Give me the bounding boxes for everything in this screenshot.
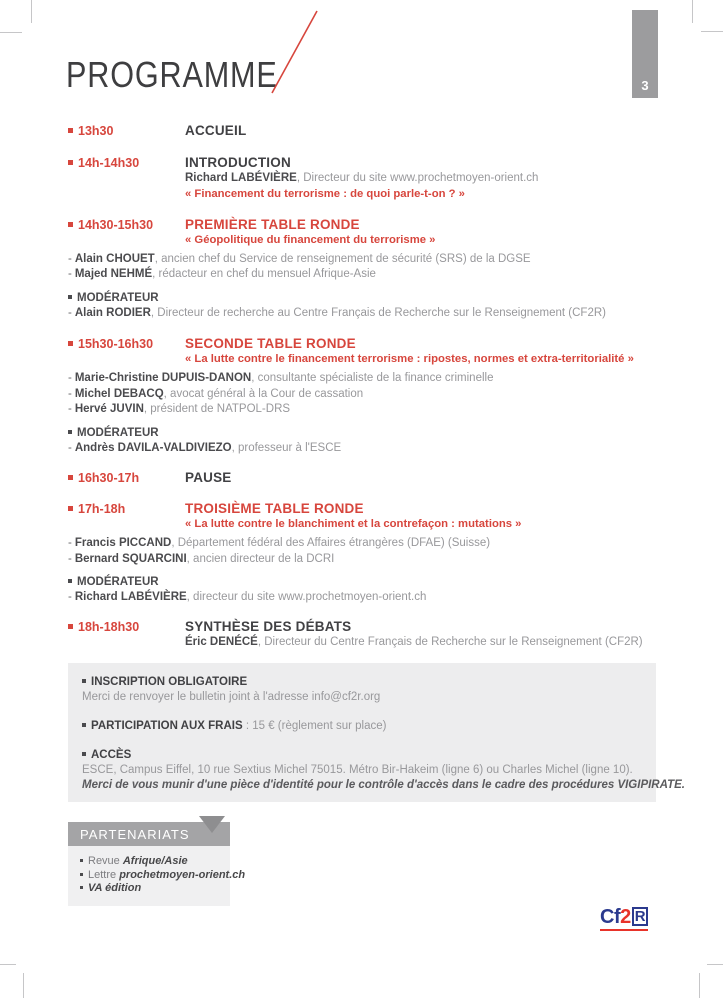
session-time: 13h30 <box>68 123 185 139</box>
speaker-line: - Hervé JUVIN, président de NATPOL-DRS <box>68 403 291 415</box>
bullet-icon <box>68 579 72 583</box>
session-accueil <box>68 123 656 139</box>
session-title: INTRODUCTION <box>185 155 291 170</box>
session-seconde-table-ronde <box>68 336 656 456</box>
bullet-icon <box>68 222 73 227</box>
session-title: PREMIÈRE TABLE RONDE <box>185 216 360 232</box>
crop-mark <box>0 32 22 33</box>
session-time: 17h-18h <box>68 501 185 532</box>
session-time: 14h-14h30 <box>68 155 185 202</box>
bullet-icon <box>82 679 86 683</box>
session-synthese <box>68 619 656 651</box>
schedule <box>68 123 685 906</box>
session-title: TROISIÈME TABLE RONDE <box>185 501 364 516</box>
bullet-icon <box>80 873 83 876</box>
bullet-icon <box>68 624 73 629</box>
speaker-line: - Marie-Christine DUPUIS-DANON, consultante spécialiste de la finance criminelle <box>68 372 494 384</box>
page-title: PROGRAMME <box>66 54 278 95</box>
speaker-line: - Majed NEHMÉ, rédacteur en chef du mensuel Afrique-Asie <box>68 268 376 280</box>
partners-banner <box>68 822 230 846</box>
frais-section <box>82 719 642 734</box>
moderator-line: - Alain RODIER, Directeur de recherche au Centre Français de Recherche sur le Renseignement (CF2R) <box>68 306 606 319</box>
session-time: 18h-18h30 <box>68 619 185 651</box>
session-pause <box>68 470 656 486</box>
acces-section <box>82 748 685 793</box>
session-premiere-table-ronde <box>68 217 656 322</box>
partners-list <box>68 846 246 906</box>
bullet-icon <box>68 506 73 511</box>
crop-mark <box>23 973 24 998</box>
crop-mark <box>0 964 16 965</box>
inscription-label: INSCRIPTION OBLIGATOIRE <box>82 675 642 690</box>
partner-item: Lettre prochetmoyen-orient.ch <box>80 869 230 883</box>
session-time: 16h30-17h <box>68 470 185 486</box>
frais-text: : 15 € (règlement sur place) <box>242 720 387 732</box>
bullet-icon <box>68 430 72 434</box>
session-time: 15h30-16h30 <box>68 336 185 367</box>
moderator-line: - Richard LABÉVIÈRE, directeur du site www.prochetmoyen-orient.ch <box>68 591 427 603</box>
speaker-line: - Francis PICCAND, Département fédéral des Affaires étrangères (DFAE) (Suisse) <box>68 537 491 549</box>
bullet-icon <box>68 160 73 165</box>
red-slash-icon <box>263 7 325 99</box>
moderator-label: MODÉRATEUR <box>68 575 656 590</box>
session-subtitle: « Géopolitique du financement du terrorisme » <box>185 233 436 246</box>
partner-item: VA édition <box>80 882 230 896</box>
inscription-section <box>82 675 642 705</box>
cf2r-logo: Cf2 R <box>600 906 648 931</box>
moderator-label: MODÉRATEUR <box>68 291 656 306</box>
bullet-icon <box>82 752 86 756</box>
session-troisieme-table-ronde <box>68 501 656 606</box>
ribbon-fold-icon <box>199 816 225 833</box>
speaker-line: Éric DENÉCÉ, Directeur du Centre Français de Recherche sur le Renseignement (CF2R) <box>185 635 643 648</box>
crop-mark <box>707 964 723 965</box>
speaker-line: - Alain CHOUET, ancien chef du Service de renseignement de sécurité (SRS) de la DGSE <box>68 252 531 265</box>
speaker-line: Richard LABÉVIÈRE, Directeur du site www.prochetmoyen-orient.ch <box>185 172 539 184</box>
bullet-icon <box>80 886 83 889</box>
session-title: PAUSE <box>185 470 232 485</box>
session-subtitle: « Financement du terrorisme : de quoi parle-t-on ? » <box>185 187 465 200</box>
frais-label: PARTICIPATION AUX FRAIS : 15 € (règlement sur place) <box>82 719 642 734</box>
vigipirate-note: Merci de vous munir d'une pièce d'identité pour le contrôle d'accès dans le cadre des procédures VIGIPIRATE. <box>82 779 685 791</box>
speaker-line: - Michel DEBACQ, avocat général à la Cour de cassation <box>68 387 364 400</box>
bullet-icon <box>68 475 73 480</box>
acces-label: ACCÈS <box>82 748 642 763</box>
session-title: SYNTHÈSE DES DÉBATS <box>185 618 352 634</box>
session-time: 14h30-15h30 <box>68 217 185 248</box>
bullet-icon <box>82 723 86 727</box>
session-title: SECONDE TABLE RONDE <box>185 336 356 351</box>
moderator-line: - Andrès DAVILA-VALDIVIEZO, professeur à l'ESCE <box>68 441 342 454</box>
session-introduction <box>68 155 656 202</box>
crop-mark <box>701 31 723 32</box>
crop-mark <box>692 0 693 23</box>
moderator-label: MODÉRATEUR <box>68 426 656 441</box>
bullet-icon <box>68 341 73 346</box>
bullet-icon <box>68 128 73 133</box>
logo-underline <box>600 929 648 931</box>
crop-mark <box>699 973 700 998</box>
page-number: 3 <box>641 78 649 93</box>
page-number-badge <box>632 10 658 98</box>
inscription-text: Merci de renvoyer le bulletin joint à l'adresse info@cf2r.org <box>82 691 381 703</box>
speaker-line: - Bernard SQUARCINI, ancien directeur de la DCRI <box>68 552 335 565</box>
session-subtitle: « La lutte contre le financement terrorisme : ripostes, normes et extra-territorialité » <box>185 353 634 365</box>
crop-mark <box>31 0 32 23</box>
practical-info-box <box>68 663 685 802</box>
session-subtitle: « La lutte contre le blanchiment et la contrefaçon : mutations » <box>185 518 522 530</box>
bullet-icon <box>68 295 72 299</box>
acces-text: ESCE, Campus Eiffel, 10 rue Sextius Michel 75015. Métro Bir-Hakeim (ligne 6) ou Charles Michel (ligne 10). <box>82 764 633 776</box>
partner-item: Revue Afrique/Asie <box>80 855 230 869</box>
bullet-icon <box>80 859 83 862</box>
partners-title: PARTENARIATS <box>80 826 190 842</box>
session-title: ACCUEIL <box>185 123 247 138</box>
